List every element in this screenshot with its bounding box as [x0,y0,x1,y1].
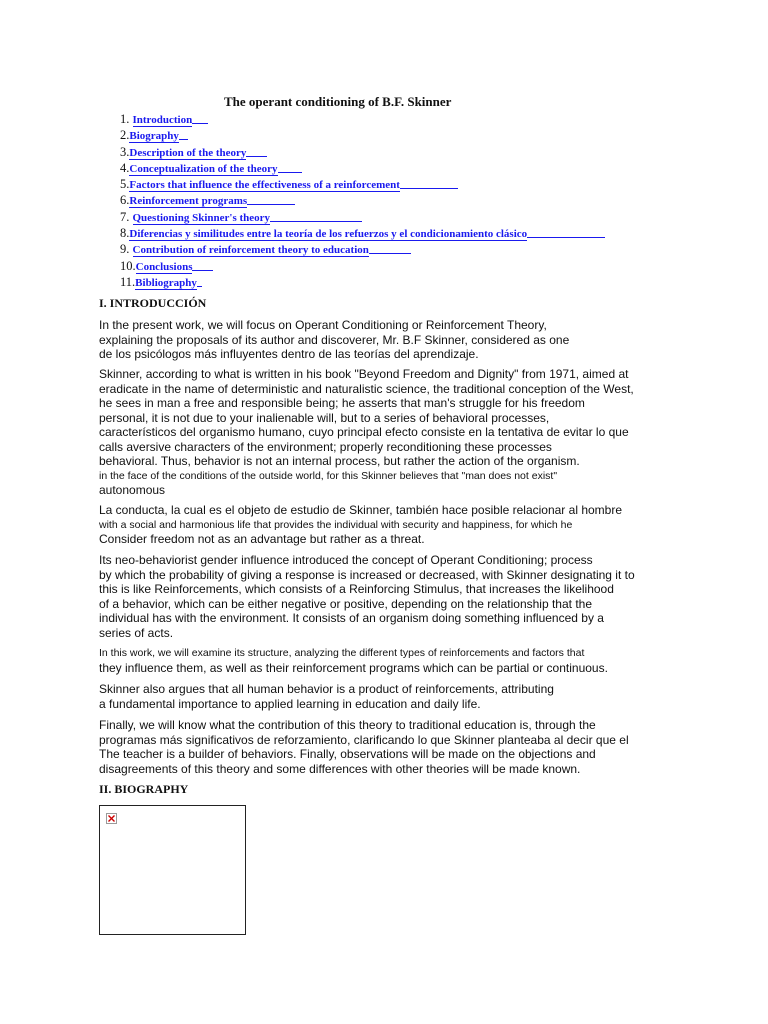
toc-link-programs[interactable]: Reinforcement programs [129,195,248,208]
toc-number: 2. [120,128,130,143]
intro-paragraph-5 [99,646,608,675]
toc-link-underline [278,161,302,173]
toc-number: 11. [120,274,136,289]
toc-link-contribution[interactable]: Contribution of reinforcement theory to education [132,244,369,257]
text-line: they influence them, as well as their reinforcement programs which can be partial or continuous. [99,660,608,675]
text-line: individual has with the environment. It consists of an organism doing something influenced by a [99,611,604,625]
text-line: autonomous [99,483,166,497]
text-line: series of acts. [99,625,174,640]
text-line: by which the probability of giving a response is increased or decreased, with Skinner designating it to [99,567,635,582]
section-heading-biography: II. BIOGRAPHY [99,782,189,796]
toc-link-conclusions[interactable]: Conclusions [135,260,193,273]
text-line: calls aversive characters of the environment; properly reconditioning these processes [99,439,552,454]
text-line: he sees in man a free and responsible being; he asserts that man's struggle for his freedom [99,396,585,410]
toc-number: 9. [120,242,130,257]
toc-item-programs [120,192,605,208]
text-line: In this work, we will examine its structure, analyzing the different types of reinforcements and factors that [99,647,585,659]
text-line: Skinner also argues that all human behavior is a product of reinforcements, attributing [99,682,554,696]
toc-number: 10. [120,258,136,273]
intro-paragraph-1 [99,318,569,362]
toc-item-conclusions [120,258,605,274]
text-line: de los psicólogos más influyentes dentro de las teorías del aprendizaje. [99,347,479,361]
toc-number: 1. [120,112,130,126]
section-heading-introduction: I. INTRODUCCIÓN [99,296,207,310]
text-line: programas más significativos de reforzamiento, clarificando lo que Skinner planteaba al decir que el [99,732,629,747]
toc-link-underline [192,259,213,271]
toc-link-questioning[interactable]: Questioning Skinner's theory [132,211,271,224]
text-line: of a behavior, which can be either negative or positive, depending on the relationship that the [99,596,593,611]
text-line: The teacher is a builder of behaviors. Finally, observations will be made on the objections and [99,747,596,761]
toc-link-bibliography[interactable]: Bibliography [135,276,197,289]
text-line: Skinner, according to what is written in his book "Beyond Freedom and Dignity" from 1971, aimed at [99,367,629,381]
toc-number: 6. [120,193,130,208]
toc-link-description[interactable]: Description of the theory [129,146,247,159]
toc-item-conceptualization [120,160,605,176]
toc-link-conceptualization[interactable]: Conceptualization of the theory [129,162,278,175]
toc-number: 8. [120,226,130,241]
toc-number: 7. [120,209,130,224]
toc-link-biography[interactable]: Biography [129,130,179,143]
toc-item-biography [120,127,605,143]
text-line: explaining the proposals of its author and discoverer, Mr. B.F Skinner, considered as one [99,332,570,347]
text-line: La conducta, la cual es el objeto de estudio de Skinner, también hace posible relacionar al hombre [99,503,623,517]
text-line: this is like Reinforcements, which consists of a Reinforcing Stimulus, that increases the likelihood [99,582,614,596]
toc-item-introduction [120,111,605,127]
toc-link-underline [369,242,411,254]
toc-link-underline [247,193,295,205]
table-of-contents [120,111,605,290]
text-line: personal, it is not due to your inalienable will, but to a series of behavioral processes, [99,410,550,425]
toc-number: 4. [120,160,130,175]
toc-link-underline [270,210,362,222]
toc-item-contribution [120,241,605,257]
intro-paragraph-2 [99,367,634,498]
document-title: The operant conditioning of B.F. Skinner [224,94,452,109]
text-line: a fundamental importance to applied learning in education and daily life. [99,696,481,711]
toc-link-introduction[interactable]: Introduction [132,114,193,126]
intro-paragraph-7 [99,718,629,776]
toc-link-diferencias[interactable]: Diferencias y similitudes entre la teoría de los refuerzos y el condicionamiento clásico [129,228,528,241]
intro-paragraph-3 [99,503,622,547]
text-line: Its neo-behaviorist gender influence introduced the concept of Operant Conditioning; process [99,553,593,567]
toc-link-underline [527,226,605,238]
toc-link-underline [197,275,202,287]
intro-paragraph-4 [99,553,635,640]
text-line: característicos del organismo humano, cuyo principal efecto consiste en la tentativa de evitar lo que [99,425,629,439]
toc-link-underline [179,128,188,140]
toc-item-bibliography [120,274,605,290]
toc-link-underline [192,112,208,124]
toc-number: 3. [120,144,130,159]
toc-number: 5. [120,177,130,192]
text-line: with a social and harmonious life that provides the individual with security and happiness, for which he [99,518,573,531]
intro-paragraph-6 [99,682,554,711]
toc-item-description [120,144,605,160]
toc-link-factors[interactable]: Factors that influence the effectiveness of a reinforcement [129,179,400,192]
broken-image-icon [106,813,117,824]
toc-item-diferencias [120,225,605,241]
text-line: eradicate in the name of deterministic and naturalistic science, the traditional conception of the West, [99,381,634,396]
toc-link-underline [246,145,267,157]
toc-link-underline [400,177,458,189]
broken-image-cross [107,814,116,823]
text-line: in the face of the conditions of the outside world, for this Skinner believes that "man does not exist" [99,469,558,482]
toc-item-questioning [120,209,605,225]
text-line: Finally, we will know what the contribution of this theory to traditional education is, through the [99,718,596,732]
biography-image-placeholder [99,805,246,935]
text-line: In the present work, we will focus on Operant Conditioning or Reinforcement Theory, [99,318,547,332]
text-line: disagreements of this theory and some differences with other theories will be made known. [99,761,581,776]
toc-item-factors [120,176,605,192]
text-line: behavioral. Thus, behavior is not an internal process, but rather the action of the organism. [99,454,580,468]
text-line: Consider freedom not as an advantage but rather as a threat. [99,532,425,546]
